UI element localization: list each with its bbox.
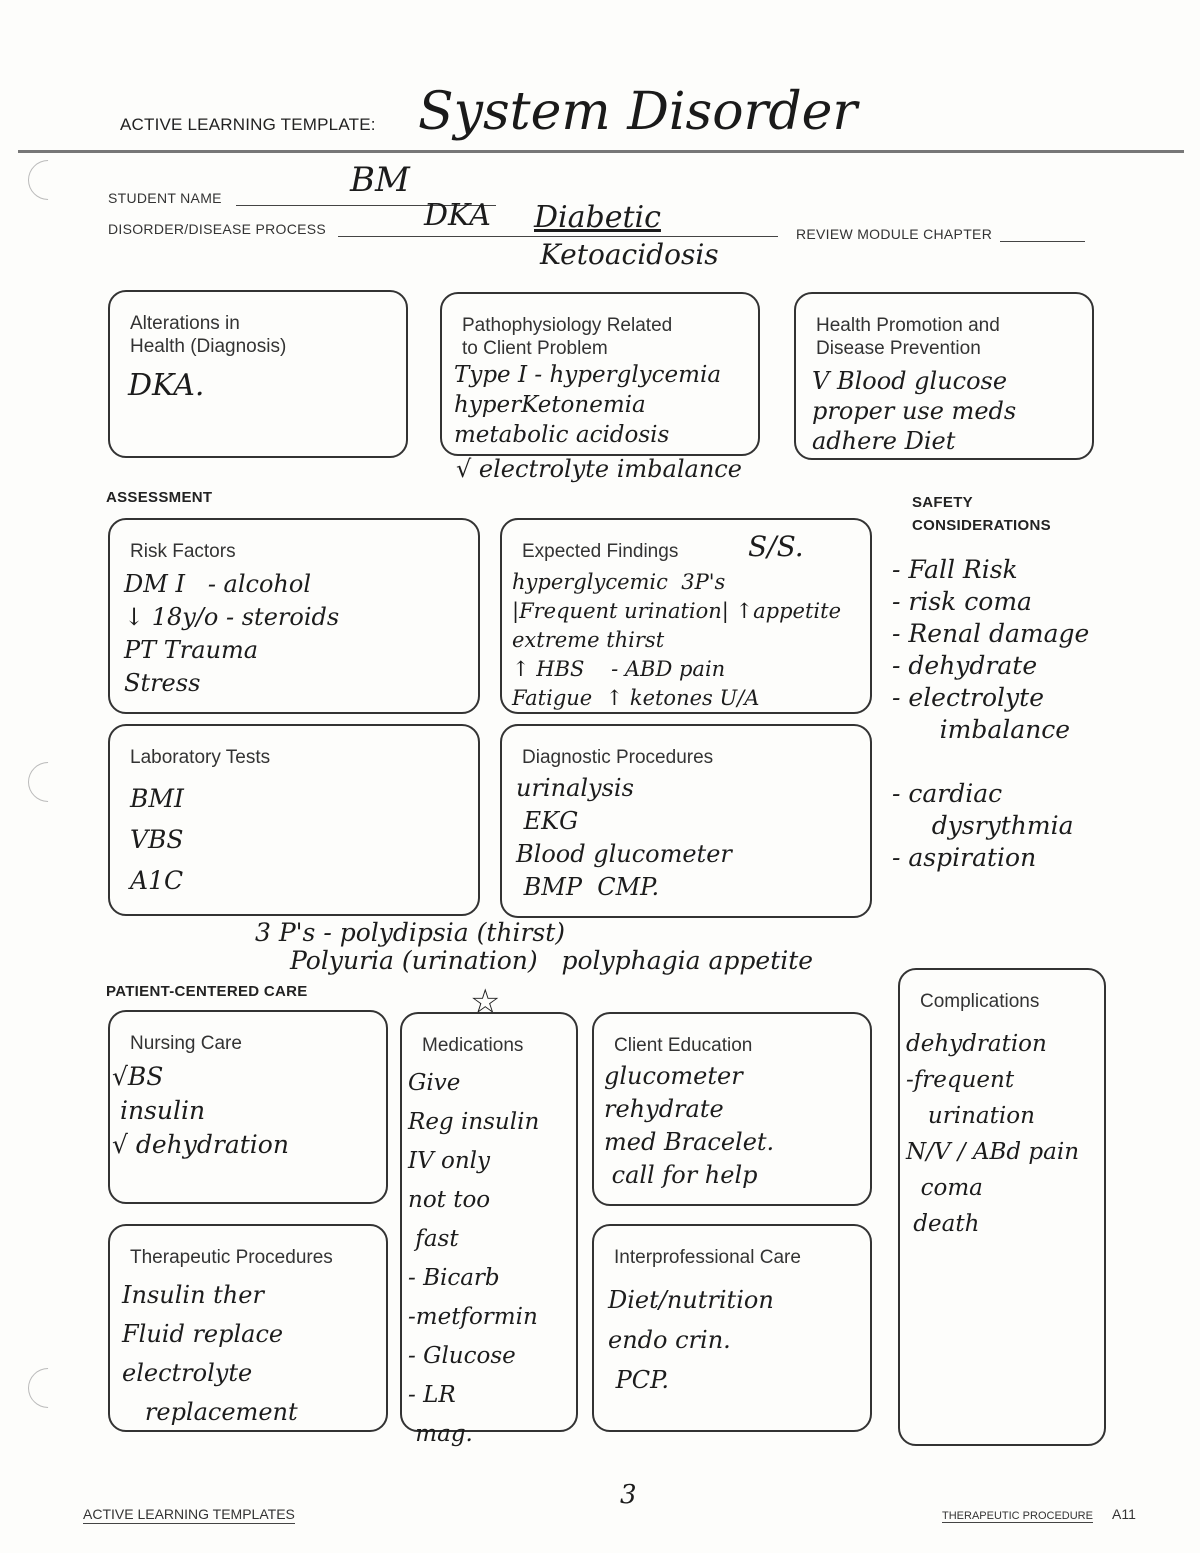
expected-findings-text[interactable]: hyperglycemic 3P's |Frequent urination| ↑appetite extreme thirst ↑ HBS - ABD pain Fatigue ↑ ketones U/A (512, 570, 841, 710)
patient-centered-section-label: PATIENT-CENTERED CARE (106, 983, 308, 1000)
expected-findings-title: Expected Findings (522, 541, 679, 562)
disorder-extra-line2: Ketoacidosis (540, 238, 719, 271)
safety-label-line2: CONSIDERATIONS (912, 517, 1051, 534)
punch-hole-mark (20, 1360, 77, 1417)
disorder-value[interactable]: DKA (424, 198, 491, 233)
medications-title: Medications (422, 1035, 524, 1056)
client-education-title: Client Education (614, 1035, 753, 1056)
laboratory-tests-text[interactable]: BMI VBS A1C (130, 784, 184, 895)
medications-text[interactable]: Give Reg insulin IV only not too fast - Bicarb -metformin - Glucose - LR mag. (408, 1070, 540, 1447)
review-module-line (1000, 241, 1085, 242)
page-title: System Disorder (418, 82, 858, 142)
student-name-label: STUDENT NAME (108, 190, 222, 206)
complications-box (898, 968, 1106, 1446)
diagnostic-procedures-title: Diagnostic Procedures (522, 747, 714, 768)
disorder-line (338, 236, 778, 237)
medications-box (400, 1012, 578, 1447)
therapeutic-procedures-text[interactable]: Insulin ther Fluid replace electrolyte replacement (122, 1281, 298, 1426)
disorder-extra-line1: Diabetic (534, 200, 661, 235)
punch-hole-mark (20, 754, 77, 811)
laboratory-tests-box (108, 724, 480, 916)
health-promotion-title: Health Promotion and Disease Prevention (816, 315, 1000, 359)
pathophysiology-box (440, 292, 760, 456)
interprofessional-care-title: Interprofessional Care (614, 1247, 801, 1268)
complications-title: Complications (920, 991, 1040, 1012)
template-label: ACTIVE LEARNING TEMPLATE: (120, 115, 376, 134)
risk-factors-text[interactable]: DM I - alcohol ↓ 18y/o - steroids PT Trauma Stress (124, 570, 340, 697)
review-module-label: REVIEW MODULE CHAPTER (796, 226, 993, 242)
footer-right-label: THERAPEUTIC PROCEDURE (942, 1510, 1093, 1522)
diagnostic-procedures-text[interactable]: urinalysis EKG Blood glucometer BMP CMP. (516, 774, 732, 901)
expected-findings-box (500, 518, 872, 714)
complications-text[interactable]: dehydration -frequent urination N/V / ABd pain coma death (906, 1031, 1080, 1237)
diagnostic-procedures-box (500, 724, 872, 918)
expected-findings-annotation: S/S. (748, 530, 804, 563)
laboratory-tests-title: Laboratory Tests (130, 747, 271, 768)
assessment-section-label: ASSESSMENT (106, 489, 213, 506)
safety-label-line1: SAFETY (912, 494, 973, 511)
risk-factors-box (108, 518, 480, 714)
health-promotion-text[interactable]: V Blood glucose proper use meds adhere Diet (812, 367, 1017, 455)
punch-hole-mark (20, 152, 77, 209)
alterations-text[interactable]: DKA. (128, 368, 205, 403)
disorder-label: DISORDER/DISEASE PROCESS (108, 221, 327, 237)
alterations-box (108, 290, 408, 458)
client-education-text[interactable]: glucometer rehydrate med Bracelet. call for help (604, 1062, 775, 1189)
pathophysiology-text[interactable]: Type I - hyperglycemia hyperKetonemia metabolic acidosis (454, 362, 722, 448)
three-ps-note-line1: 3 P's - polydipsia (thirst) (255, 918, 566, 947)
student-name-value[interactable]: BM (350, 160, 410, 200)
header-divider (18, 150, 1184, 153)
interprofessional-care-text[interactable]: Diet/nutrition endo crin. PCP. (608, 1286, 774, 1394)
health-promotion-box (794, 292, 1094, 460)
nursing-care-title: Nursing Care (130, 1033, 242, 1054)
pathophysiology-title: Pathophysiology Related to Client Problem (462, 315, 673, 359)
safety-considerations-text[interactable]: - Fall Risk - risk coma - Renal damage - dehydrate - electrolyte imbalance - cardiac dysrythmia - aspiration (892, 555, 1090, 872)
therapeutic-procedures-box (108, 1224, 388, 1432)
pathophysiology-overflow: √ electrolyte imbalance (456, 455, 742, 483)
risk-factors-title: Risk Factors (130, 541, 236, 562)
client-education-box (592, 1012, 872, 1206)
therapeutic-procedures-title: Therapeutic Procedures (130, 1247, 333, 1268)
nursing-care-box (108, 1010, 388, 1204)
footer-page-number: A11 (1112, 1506, 1136, 1522)
star-mark: ☆ (470, 982, 501, 1022)
interprofessional-care-box (592, 1224, 872, 1432)
alterations-title: Alterations in Health (Diagnosis) (130, 313, 287, 357)
footer-left-label: ACTIVE LEARNING TEMPLATES (83, 1506, 295, 1522)
three-ps-note-line2: Polyuria (urination) polyphagia appetite (290, 946, 814, 975)
center-page-mark: 3 (620, 1480, 637, 1510)
nursing-care-text[interactable]: √BS insulin √ dehydration (112, 1062, 289, 1159)
